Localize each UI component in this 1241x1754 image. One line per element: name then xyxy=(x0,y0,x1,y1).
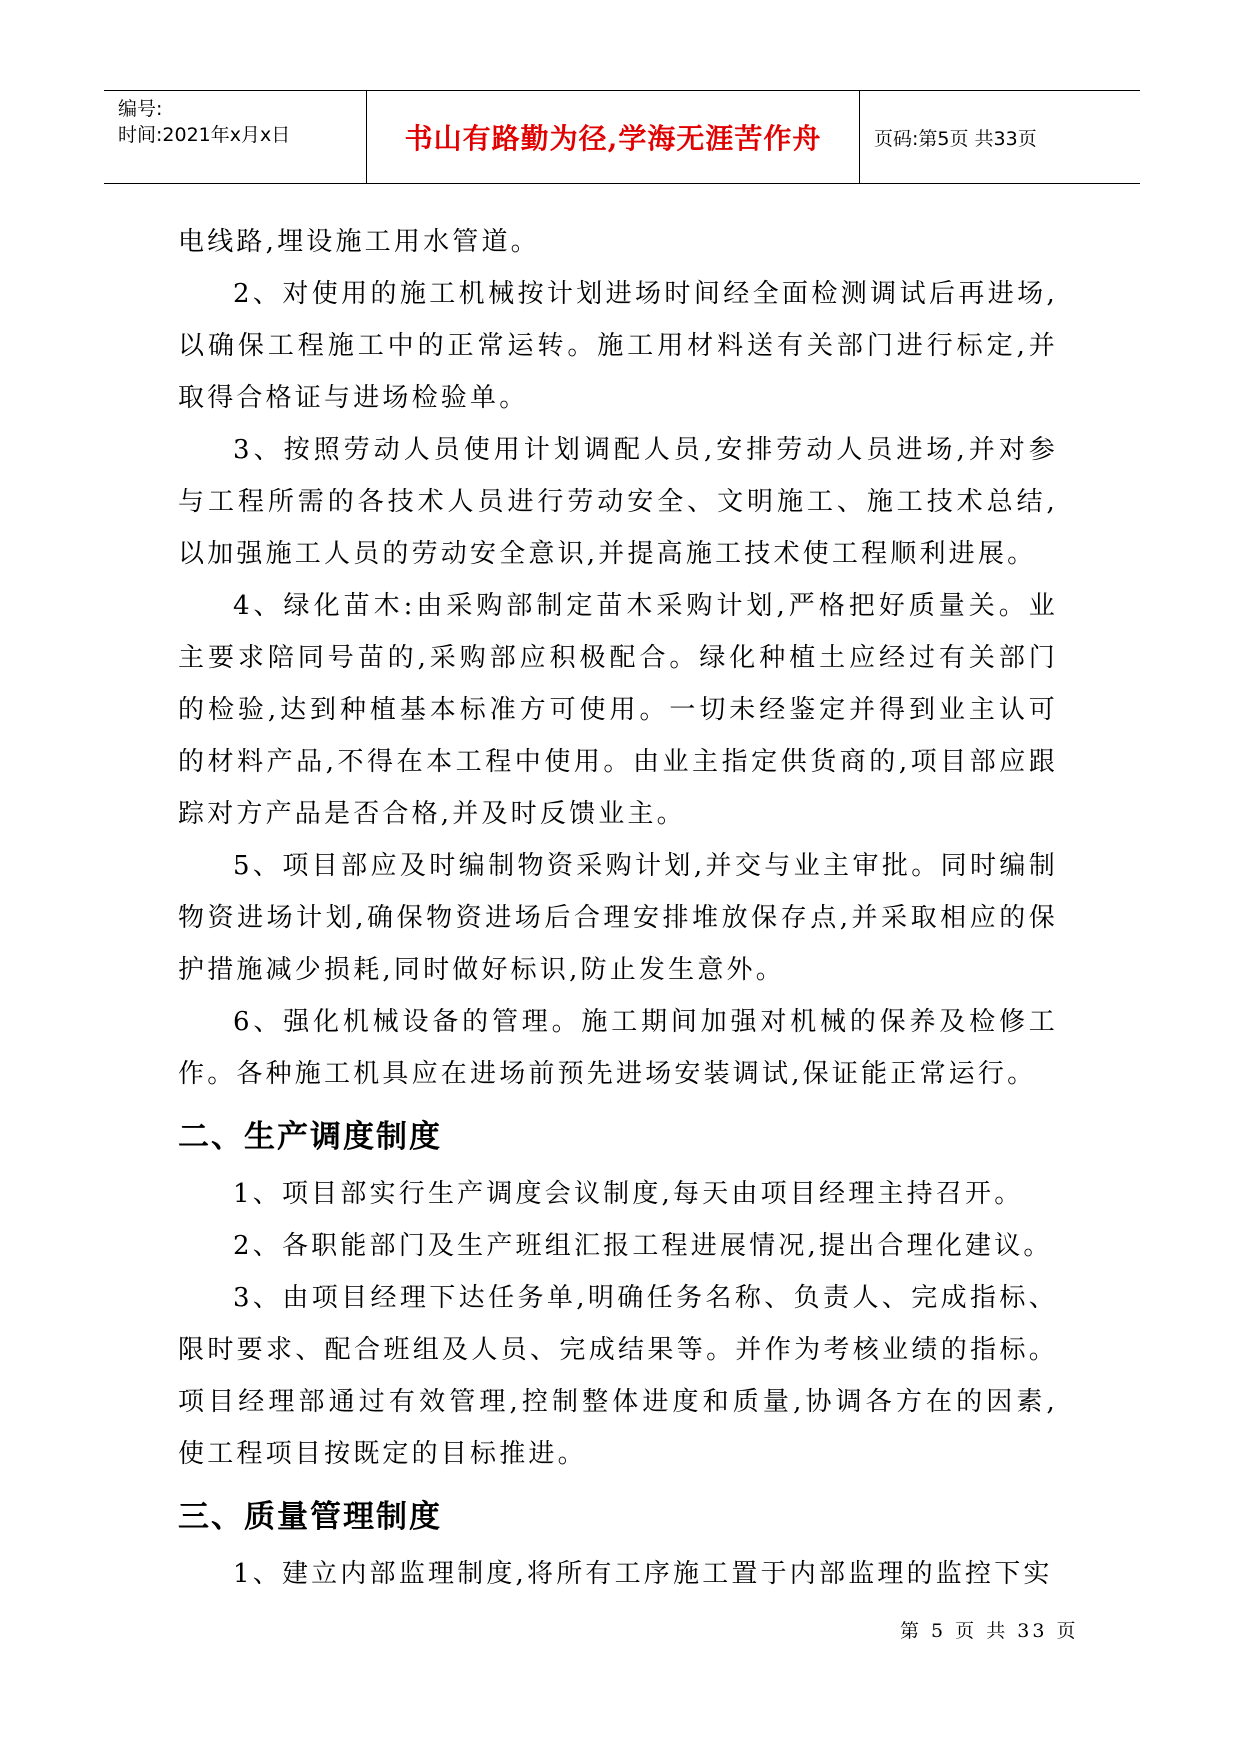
document-date-label: 时间:2021年x月x日 xyxy=(118,124,291,146)
document-body xyxy=(178,216,1058,1600)
header-page-cell xyxy=(860,91,1140,183)
paragraph: 1、项目部实行生产调度会议制度,每天由项目经理主持召开。 xyxy=(233,1179,1024,1209)
document-number-label: 编号: xyxy=(118,98,163,120)
header-page-label: 页码:第5页 共33页 xyxy=(874,127,1037,150)
paragraph: 3、按照劳动人员使用计划调配人员,安排劳动人员进场,并对参与工程所需的各技术人员进行劳动安全、文明施工、施工技术总结,以加强施工人员的劳动安全意识,并提高施工技术使工程顺利进展。 xyxy=(178,435,1058,569)
paragraph: 3、由项目经理下达任务单,明确任务名称、负责人、完成指标、限时要求、配合班组及人员、完成结果等。并作为考核业绩的指标。项目经理部通过有效管理,控制整体进度和质量,协调各方在的因素,使工程项目按既定的目标推进。 xyxy=(178,1283,1058,1469)
header-motto-cell xyxy=(366,91,860,183)
page-footer: 第 5 页 共 33 页 xyxy=(900,1620,1079,1642)
paragraph: 5、项目部应及时编制物资采购计划,并交与业主审批。同时编制物资进场计划,确保物资进场后合理安排堆放保存点,并采取相应的保护措施减少损耗,同时做好标识,防止发生意外。 xyxy=(178,851,1058,985)
header-meta xyxy=(104,91,366,183)
paragraph: 6、强化机械设备的管理。施工期间加强对机械的保养及检修工作。各种施工机具应在进场前预先进场安装调试,保证能正常运行。 xyxy=(178,1007,1058,1089)
paragraph: 4、绿化苗木:由采购部制定苗木采购计划,严格把好质量关。业主要求陪同号苗的,采购部应积极配合。绿化种植土应经过有关部门的检验,达到种植基本标准方可使用。一切未经鉴定并得到业主认可的材料产品,不得在本工程中使用。由业主指定供货商的,项目部应跟踪对方产品是否合格,并及时反馈业主。 xyxy=(178,591,1058,829)
paragraph: 2、对使用的施工机械按计划进场时间经全面检测调试后再进场,以确保工程施工中的正常运转。施工用材料送有关部门进行标定,并取得合格证与进场检验单。 xyxy=(178,279,1058,413)
paragraph: 2、各职能部门及生产班组汇报工程进展情况,提出合理化建议。 xyxy=(233,1231,1053,1261)
paragraph: 电线路,埋设施工用水管道。 xyxy=(178,227,540,257)
paragraph: 1、建立内部监理制度,将所有工序施工置于内部监理的监控下实 xyxy=(233,1559,1053,1589)
page-header xyxy=(104,90,1140,184)
header-motto: 书山有路勤为径,学海无涯苦作舟 xyxy=(404,122,822,155)
section-heading-production-scheduling: 二、生产调度制度 xyxy=(178,1119,442,1155)
section-heading-quality-management: 三、质量管理制度 xyxy=(178,1499,442,1535)
